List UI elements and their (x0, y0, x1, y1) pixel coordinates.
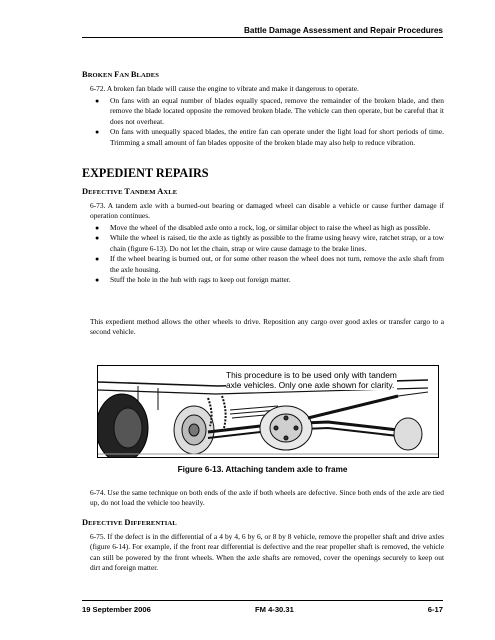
footer-date: 19 September 2006 (82, 605, 151, 614)
bullet-icon: ● (95, 128, 100, 137)
heading-broken-fan-blades: BROKEN FAN BLADES (82, 70, 160, 79)
list-item: ● Move the wheel of the disabled axle onto a rock, log, or similar object to raise the wheel as high as possible. (95, 223, 431, 232)
footer-page-number: 6-17 (427, 605, 443, 614)
heading-defective-tandem-axle: DEFECTIVE TANDEM AXLE (82, 187, 178, 196)
figure-6-13-illustration (97, 365, 439, 458)
list-item: ● While the wheel is raised, tie the axle as tightly as possible to the frame using heavy wire, ratchet strap, or a tow chain (figure 6-13). Do not let the chain, strap or wire cause damage to the brake lines. (95, 233, 444, 253)
figure-note: This procedure is to be used only with tandem axle vehicles. Only one axle shown for clarity. (226, 370, 397, 390)
bullet-icon: ● (95, 276, 100, 285)
heading-defective-differential: DEFECTIVE DIFFERENTIAL (82, 518, 177, 527)
bullet-icon: ● (95, 224, 100, 232)
list-item: ● On fans with unequally spaced blades, the entire fan can operate under the light load for short periods of time. Trimming a small amount of fan blades opposite of the broken blade may also help to reduce vibration. (95, 127, 444, 147)
bullet-icon: ● (95, 234, 100, 243)
paragraph-6-73: 6-73. A tandem axle with a burned-out bearing or damaged wheel can disable a vehicle or cause further damage if operation continues. (90, 201, 444, 221)
bullet-icon: ● (95, 97, 100, 105)
paragraph-6-75: 6-75. If the defect is in the differential of a 4 by 4, 6 by 6, or 8 by 8 vehicle, remove the propeller shaft and drive axles (figure 6-14). For example, if the front rear differential is defective and the rear propeller shaft is removed, the vehicle can still be powered by the front wheels. When the axle shafts are removed, cover the openings securely to keep out dirt and foreign matter. (90, 532, 444, 573)
footer-manual-number: FM 4-30.31 (255, 605, 294, 614)
list-item: ● Stuff the hole in the hub with rags to keep out foreign matter. (95, 275, 291, 285)
section-title-expedient-repairs: EXPEDIENT REPAIRS (82, 166, 209, 180)
bullet-list-fan (90, 96, 444, 148)
figure-caption: Figure 6-13. Attaching tandem axle to frame (177, 465, 348, 474)
bullet-icon: ● (95, 255, 100, 264)
paragraph-6-72: 6-72. A broken fan blade will cause the engine to vibrate and make it dangerous to operate. (90, 84, 359, 93)
bullet-list-tandem (90, 223, 444, 285)
list-item: ● If the wheel bearing is burned out, or for some other reason the wheel does not turn, remove the axle shaft from the axle housing. (95, 254, 444, 274)
list-item: ● On fans with an equal number of blades equally spaced, remove the remainder of the broken blade, and then remove the blade located opposite the removed broken blade. The vehicle can then operate, but be careful that it does not overheat. (95, 96, 444, 126)
paragraph-tandem-closing: This expedient method allows the other wheels to drive. Reposition any cargo over good axles or transfer cargo to a second vehicle. (90, 317, 444, 337)
page-footer (82, 600, 443, 617)
paragraph-6-74: 6-74. Use the same technique on both ends of the axle if both wheels are defective. Since both ends of the axle are tied up, do not load the vehicle too heavily. (90, 488, 444, 508)
running-header: Battle Damage Assessment and Repair Procedures (82, 26, 443, 38)
